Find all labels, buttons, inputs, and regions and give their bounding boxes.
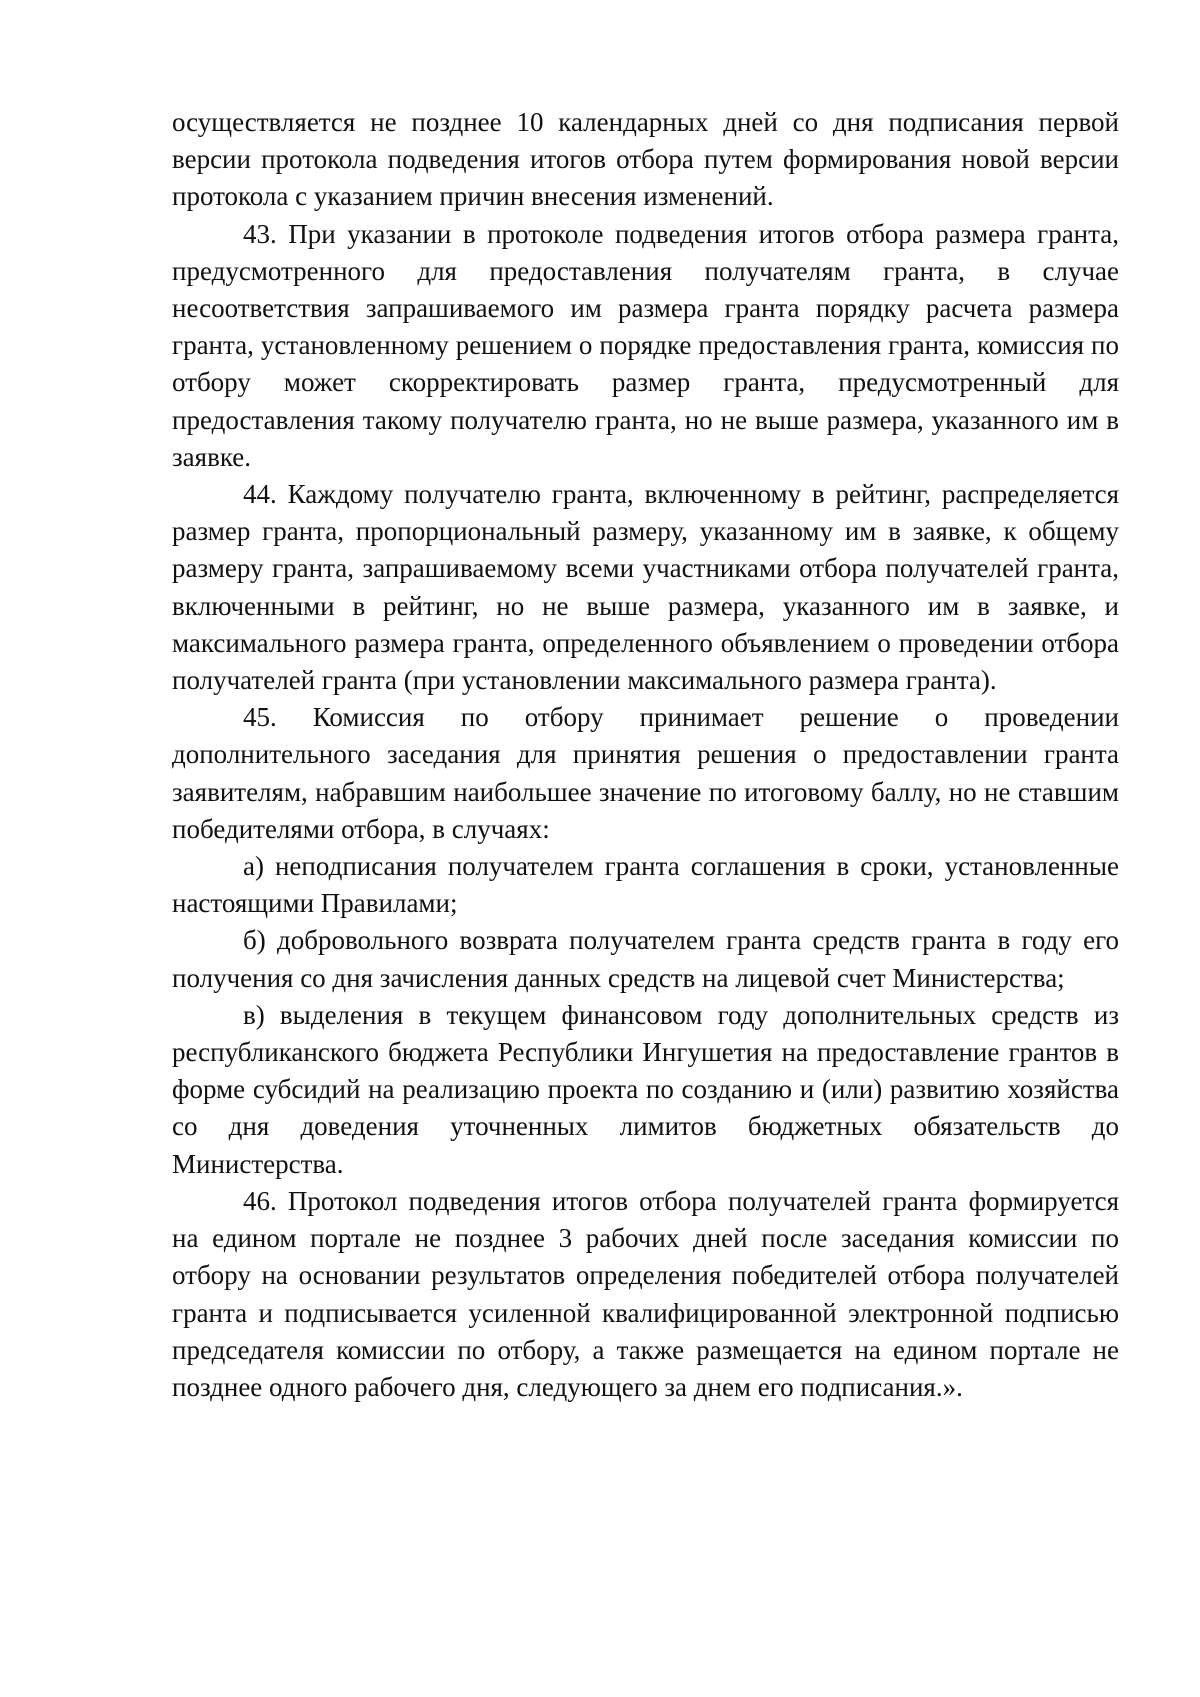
document-page <box>172 104 1119 1406</box>
paragraph-item-43: 43. При указании в протоколе подведения итогов отбора размера гранта, предусмотренного для предоставления получателям гранта, в случае несоответствия запрашиваемого им размера гранта порядку расчета размера гранта, установленному решением о порядке предоставления гранта, комиссия по отбору может скорректировать размер гранта, предусмотренный для предоставления такому получателю гранта, но не выше размера, указанного им в заявке. <box>172 218 1119 472</box>
paragraph-item-45-b: б) добровольного возврата получателем гранта средств гранта в году его получения со дня зачисления данных средств на лицевой счет Министерства; <box>172 925 1119 993</box>
paragraph-item-45: 45. Комиссия по отбору принимает решение о проведении дополнительного заседания для принятия решения о предоставлении гранта заявителям, набравшим наибольшее значение по итоговому баллу, но не ставшим победителями отбора, в случаях: <box>172 702 1119 844</box>
paragraph-item-46: 46. Протокол подведения итогов отбора получателей гранта формируется на едином портале не позднее 3 рабочих дней после заседания комиссии по отбору на основании результатов определения победителей отбора получателей гранта и подписывается усиленной квалифицированной электронной подписью председателя комиссии по отбору, а также размещается на едином портале не позднее одного рабочего дня, следующего за днем его подписания.». <box>172 1185 1119 1402</box>
paragraph-item-44: 44. Каждому получателю гранта, включенному в рейтинг, распределяется размер гранта, пропорциональный размеру, указанному им в заявке, к общему размеру гранта, запрашиваемому всеми участниками отбора получателей гранта, включенными в рейтинг, но не выше размера, указанного им в заявке, и максимального размера гранта, определенного объявлением о проведении отбора получателей гранта (при установлении максимального размера гранта). <box>172 479 1119 696</box>
paragraph-item-45-v: в) выделения в текущем финансовом году дополнительных средств из республиканского бюджета Республики Ингушетия на предоставление грантов в форме субсидий на реализацию проекта по созданию и (или) развитию хозяйства со дня доведения уточненных лимитов бюджетных обязательств до Министерства. <box>172 999 1119 1179</box>
paragraph-continuation: осуществляется не позднее 10 календарных дней со дня подписания первой версии протокола подведения итогов отбора путем формирования новой версии протокола с указанием причин внесения изменений. <box>172 107 1119 212</box>
paragraph-item-45-a: а) неподписания получателем гранта соглашения в сроки, установленные настоящими Правилами; <box>172 851 1119 919</box>
